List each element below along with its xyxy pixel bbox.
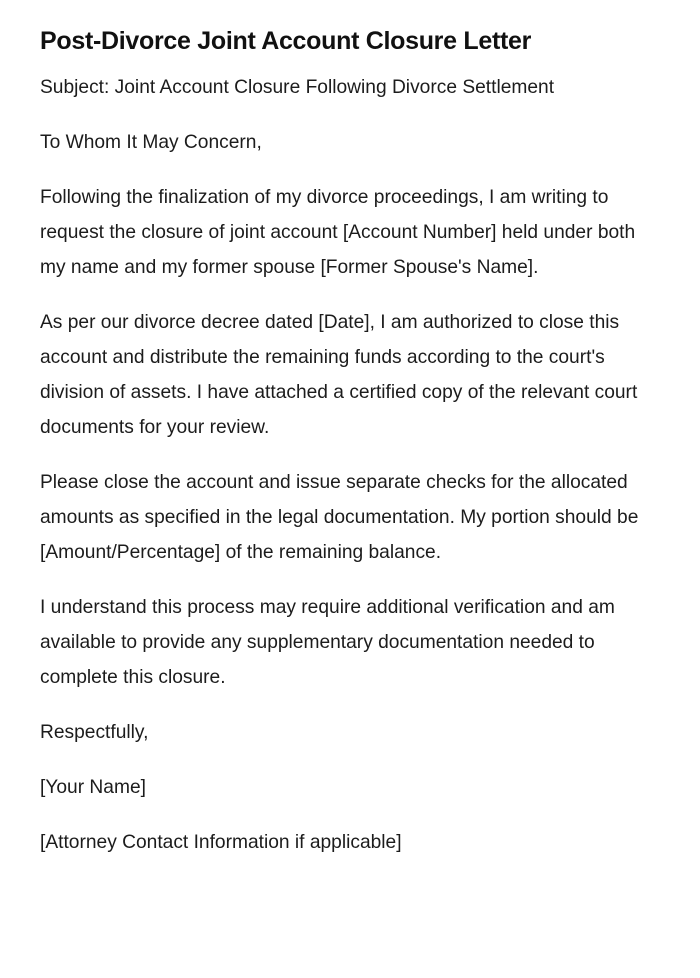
letter-paragraph-2: As per our divorce decree dated [Date], I am authorized to close this account and distribute the remaining funds according to the court's division of assets. I have attached a certified copy of the relevant court documents for your review.: [40, 312, 638, 438]
letter-title: Post-Divorce Joint Account Closure Letter: [40, 27, 532, 55]
letter-salutation: To Whom It May Concern,: [40, 132, 262, 153]
letter-closing: Respectfully,: [40, 722, 149, 743]
attorney-contact-placeholder: [Attorney Contact Information if applicable]: [40, 832, 402, 853]
letter-paragraph-3: Please close the account and issue separate checks for the allocated amounts as specified in the legal documentation. My portion should be [Amount/Percentage] of the remaining balance.: [40, 472, 639, 563]
signature-name-placeholder: [Your Name]: [40, 777, 146, 798]
letter-subject: Subject: Joint Account Closure Following Divorce Settlement: [40, 77, 555, 98]
letter-page: [40, 24, 660, 880]
letter-paragraph-4: I understand this process may require additional verification and am available to provide any supplementary documentation needed to complete this closure.: [40, 597, 615, 688]
letter-paragraph-1: Following the finalization of my divorce proceedings, I am writing to request the closure of joint account [Account Number] held under both my name and my former spouse [Former Spouse's Name].: [40, 187, 636, 278]
